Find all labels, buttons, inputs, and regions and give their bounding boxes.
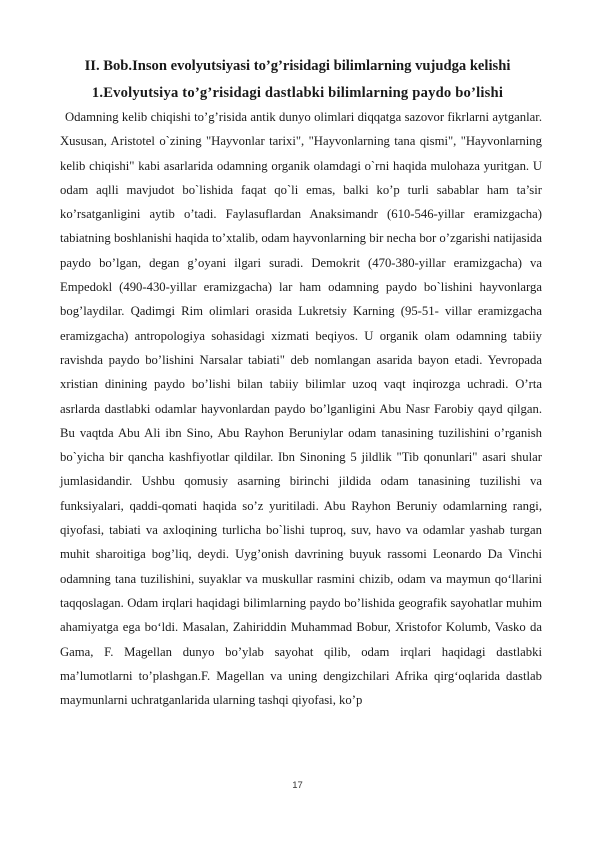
body-paragraph: Odamning kelib chiqishi to’g’risida antik dunyo olimlari diqqatga sazovor fikrlarni aytganlar. Xususan, Aristotel o`zining "Hayvonlar tarixi", "Hayvonlarning tana qismi", "Hayvonlarning kelib chiqishi" kabi asarlarida odamning organik olamdagi o`rni haqida mulohaza yuritgan. U odam aqlli mavjudot bo`lishida faqat qo`li emas, balki ko’p turli sabablar ham ta’sir ko’rsatganligini aytib o’tadi. Faylasuflardan Anaksimandr (610-546-yillar eramizgacha) tabiatning boshlanishi haqida to’xtalib, odam hayvonlarning bir necha bor o’zgarishi natijasida paydo bo’lgan, degan g’oyani ilgari suradi. Demokrit (470-380-yillar eramizgacha) va Empedokl (490-430-yillar eramizgacha) lar ham odamning paydo bo`lishini hayvonlarga bog’laydilar. Qadimgi Rim olimlari orasida Lukretsiy Karning (95-51- villar eramizgacha eramizgacha) antropologiya sohasidagi xizmati beqiyos. U organik olam odamning tabiiy ravishda paydo bo’lishini Narsalar tabiati" deb nomlangan asarida bayon etadi. Yevropada xristian dinining paydo bo’lishi bilan tabiiy bilimlar uzoq vaqt inqirozga uchradi. O’rta asrlarda dastlabki odamlar hayvonlardan paydo bo’lganligini Abu Nasr Farobiy qayd qilgan. Bu vaqtda Abu Ali ibn Sino, Abu Rayhon Beruniylar odam tanasining tuzilishini o’rganish bo`yicha bir qancha kashfiyotlar qildilar. Ibn Sinoning 5 jildlik "Tib qonunlari" asari shular jumlasidandir. Ushbu qomusiy asarning birinchi jildida odam tanasining tuzilishi va funksiyalari, qaddi-qomati haqida so’z yuritiladi. Abu Rayhon Beruniy odamlarning rangi, qiyofasi, tabiati va axloqining turlicha bo`lishi tuproq, suv, havo va odamlar yashab turgan muhit sharoitiga bog’liq, deydi. Uyg’onish davrining buyuk rassomi Leonardo Da Vinchi odamning tana tuzilishini, suyaklar va muskullar rasmini chizib, odam va maymun qo‘llarini taqqoslagan. Odam irqlari haqidagi bilimlarning paydo bo’lishida geografik sayohatlar muhim ahamiyatga ega bo‘ldi. Masalan, Zahiriddin Muhammad Bobur, Xristofor Kolumb, Vasko da Gama, F. Magellan dunyo bo’ylab sayohat qilib, odam irqlari haqidagi dastlabki ma’lumotlarni to’plashgan.F. Magellan va uning dengizchilari Afrika qirg‘oqlarida dastlab maymunlarni uchratganlarida ularning tashqi qiyofasi, ko’p [60, 110, 542, 708]
chapter-title: II. Bob.Inson evolyutsiyasi to’g’risidagi bilimlarning vujudga kelishi [84, 58, 511, 74]
section-title: 1.Evolyutsiya to’g’risidagi dastlabki bilimlarning paydo bo’lishi [91, 85, 504, 101]
page-number: 17 [292, 780, 303, 791]
